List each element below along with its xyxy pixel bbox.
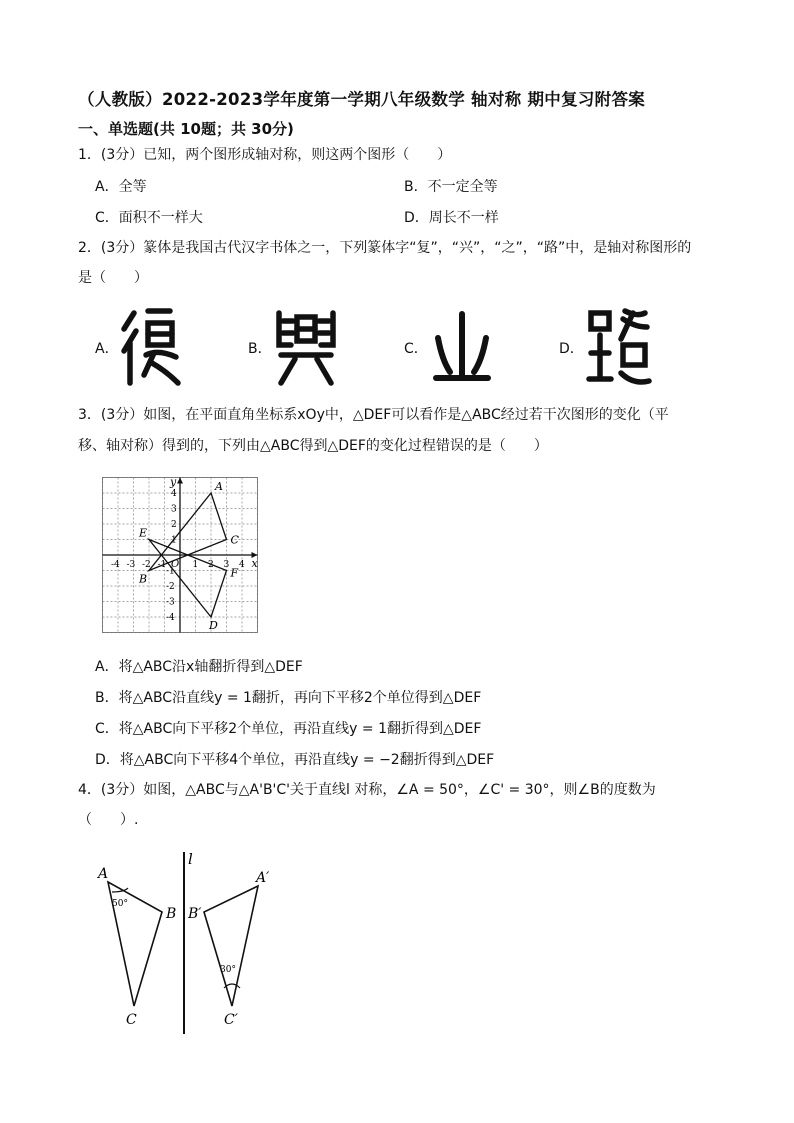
q1-option-c: C．面积不一样大 [95,210,203,226]
y-tick-label: -3 [166,597,175,608]
label-c: C [126,1012,137,1028]
point-label-d: D [209,619,218,632]
seal-character-xing-image [273,305,339,387]
q4-symmetry-figure [92,848,292,1040]
x-tick-label: -3 [126,560,136,570]
q4-stem-line1: 4．(3分）如图，△ABC与△A'B'C'关于直线l 对称，∠A = 50°，∠C' = 30°，则∠B的度数为 [78,782,656,798]
page-title: （人教版）2022-2023学年度第一学期八年级数学 轴对称 期中复习附答案 [78,90,646,109]
y-tick-label: 4 [171,489,177,499]
triangle-abc [149,493,227,571]
x-tick-label: -1 [157,560,167,570]
q3-option-a: A．将△ABC沿x轴翻折得到△DEF [95,659,303,675]
label-b: B [166,906,177,922]
q3-option-b: B．将△ABC沿直线y = 1翻折，再向下平移2个单位得到△DEF [95,690,482,706]
angle-a-value: 50° [112,899,128,909]
x-tick-label: 4 [239,560,245,570]
q2-stem-line2: 是（ ） [78,270,148,286]
q3-coordinate-graph [100,473,266,641]
origin-label: O [171,559,180,570]
y-tick-label: 2 [171,520,177,530]
seal-character-zhi-image [432,310,492,386]
seal-character-fu-image [120,305,182,387]
y-tick-label: -4 [166,613,175,623]
x-tick-label: 2 [208,560,214,570]
q2-option-b: B． [248,341,272,357]
y-tick-label: -2 [166,582,175,592]
label-a: A [98,866,109,882]
label-b-prime: B′ [188,906,202,922]
q2-stem-line1: 2．(3分）篆体是我国古代汉字书体之一，下列篆体字“复”，“兴”，“之”，“路”中，是轴对称图形的 [78,240,692,256]
y-axis-label: y [170,475,177,489]
x-axis-label: x [251,557,258,570]
x-tick-label: 3 [223,560,230,570]
line-label-l: l [188,850,193,868]
label-a-prime: A′ [256,870,270,886]
q2-option-d: D． [559,341,584,357]
q1-stem: 1．(3分）已知，两个图形成轴对称，则这两个图形（ ） [78,147,452,163]
q2-option-a: A． [95,341,119,357]
q1-option-d: D．周长不一样 [404,210,499,226]
q1-option-b: B．不一定全等 [404,179,498,195]
point-label-c: C [230,533,239,547]
seal-character-lu-image [585,305,653,389]
triangle-def [149,540,227,618]
q3-option-c: C．将△ABC向下平移2个单位，再沿直线y = 1翻折得到△DEF [95,721,482,737]
point-label-f: F [230,566,239,580]
point-label-b: B [139,572,148,586]
y-tick-label: 3 [171,504,177,515]
q1-option-a: A．全等 [95,179,147,195]
triangle-a-prime-b-prime-c-prime [204,886,258,1006]
q3-option-d: D．将△ABC向下平移4个单位，再沿直线y = −2翻折得到△DEF [95,752,495,768]
point-label-a: A [215,480,223,493]
x-tick-label: -4 [111,560,120,570]
section-heading: 一、单选题(共 10题；共 30分) [78,120,294,138]
q2-option-c: C． [404,341,428,357]
x-tick-label: 1 [192,560,199,570]
q3-stem-line1: 3．(3分）如图，在平面直角坐标系xOy中，△DEF可以看作是△ABC经过若干次图形的变化（平 [78,407,669,423]
q4-stem-line2: （ ）. [78,812,139,828]
angle-c-prime-value: 30° [220,965,236,975]
y-tick-label: -1 [166,566,175,577]
y-tick-label: 1 [171,535,177,546]
x-tick-label: -2 [142,560,151,570]
point-label-e: E [139,526,148,540]
y-axis-arrow [177,478,183,484]
q3-stem-line2: 移、轴对称）得到的，下列由△ABC得到△DEF的变化过程错误的是（ ） [78,438,548,454]
label-c-prime: C′ [224,1012,238,1028]
